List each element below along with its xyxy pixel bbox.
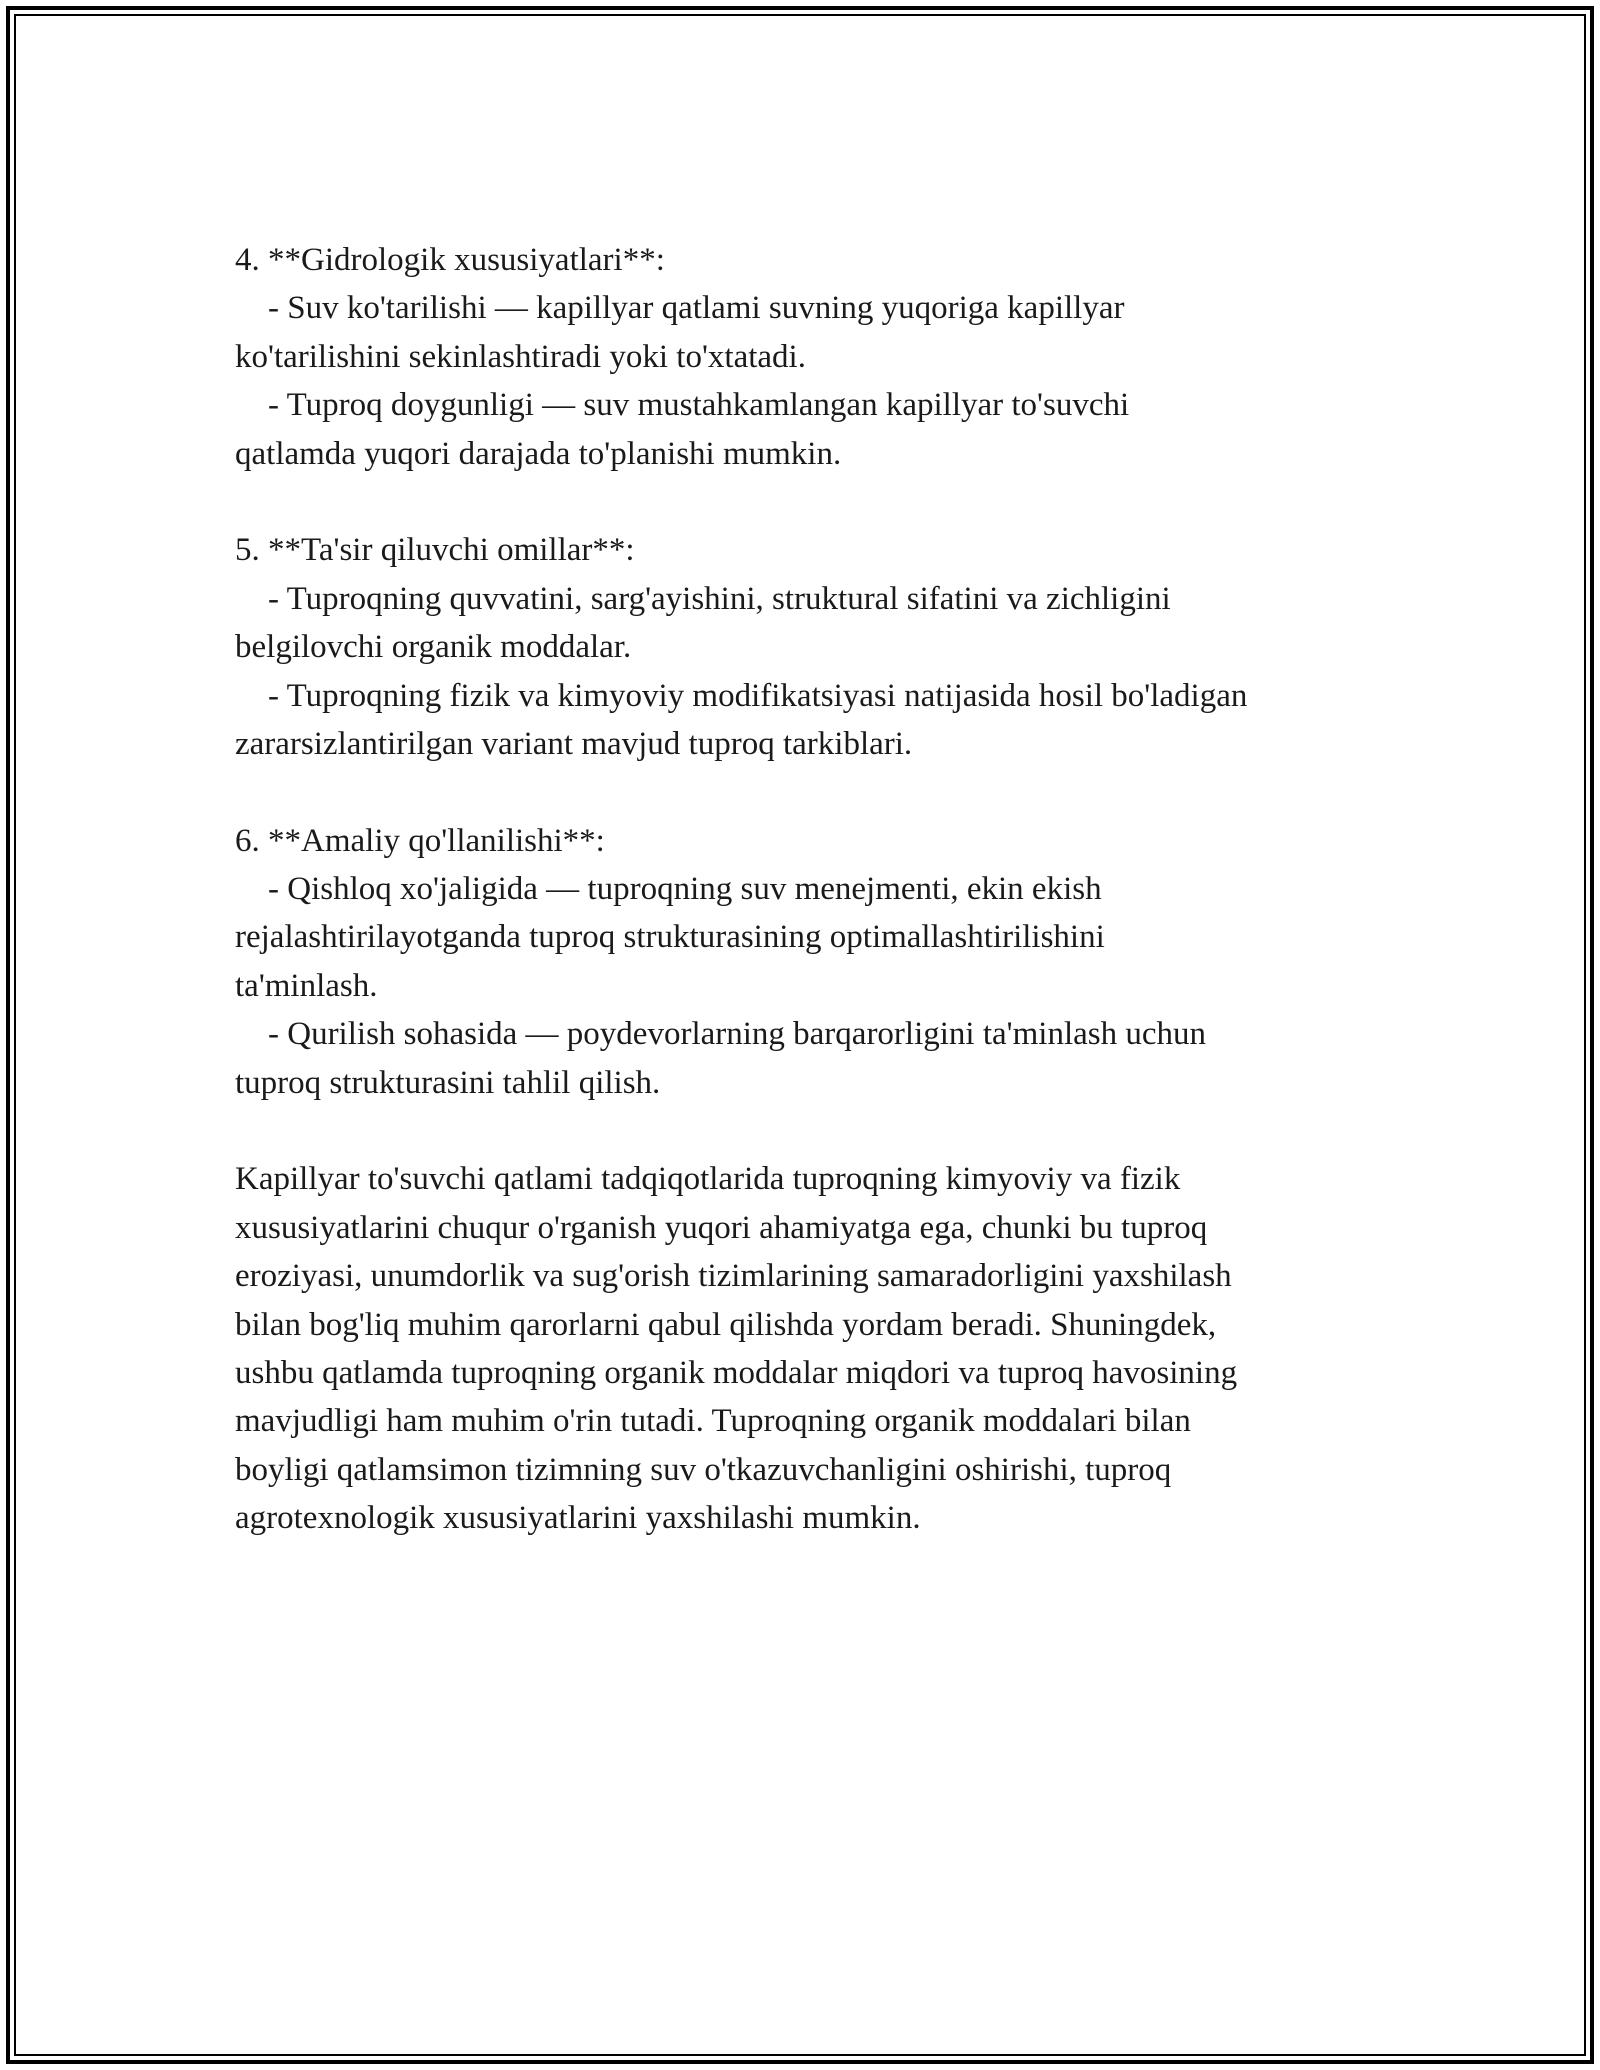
text-line: tuproq strukturasini tahlil qilish. [235,1064,661,1101]
text-line: - Qishloq xo'jaligida — tuproqning suv menejmenti, ekin ekish [235,871,1102,908]
text-line: zararsizlantirilgan variant mavjud tuproq tarkiblari. [235,725,913,762]
blank-line [235,768,1415,816]
paragraph-line: mavjudligi ham muhim o'rin tutadi. Tuproqning organik moddalari bilan [235,1403,1191,1440]
text-line: - Suv ko'tarilishi — kapillyar qatlami suvning yuqoriga kapillyar [235,290,1125,327]
document-body [235,236,1415,1543]
paragraph-line: agrotexnologik xususiyatlarini yaxshilashi mumkin. [235,1500,921,1537]
text-line: - Qurilish sohasida — poydevorlarning barqarorligini ta'minlash uchun [235,1016,1207,1053]
section-5-heading: 5. **Ta'sir qiluvchi omillar**: [235,532,635,569]
paragraph-line: bilan bog'liq muhim qarorlarni qabul qilishda yordam beradi. Shuningdek, [235,1306,1217,1343]
blank-line [235,478,1415,526]
text-line: rejalashtirilayotganda tuproq strukturasining optimallashtirilishini [235,919,1105,956]
paragraph-line: xususiyatlarini chuqur o'rganish yuqori ahamiyatga ega, chunki bu tuproq [235,1209,1208,1246]
text-line: qatlamda yuqori darajada to'planishi mumkin. [235,435,842,472]
section-4-heading: 4. **Gidrologik xususiyatlari**: [235,242,665,278]
text-line: - Tuproqning fizik va kimyoviy modifikatsiyasi natijasida hosil bo'ladigan [235,677,1248,714]
blank-line [235,1107,1415,1155]
text-line: belgilovchi organik moddalar. [235,629,632,666]
text-line: ko'tarilishini sekinlashtiradi yoki to'xtatadi. [235,338,806,375]
section-6-heading: 6. **Amaliy qo'llanilishi**: [235,822,605,859]
text-line: - Tuproq doygunligi — suv mustahkamlangan kapillyar to'suvchi [235,387,1130,424]
text-line: ta'minlash. [235,967,378,1004]
paragraph-line: boyligi qatlamsimon tizimning suv o'tkazuvchanligini oshirishi, tuproq [235,1451,1172,1488]
text-line: - Tuproqning quvvatini, sarg'ayishini, struktural sifatini va zichligini [235,580,1171,617]
paragraph-line: eroziyasi, unumdorlik va sug'orish tizimlarining samaradorligini yaxshilash [235,1258,1232,1295]
paragraph-line: ushbu qatlamda tuproqning organik moddalar miqdori va tuproq havosining [235,1354,1238,1391]
paragraph-line: Kapillyar to'suvchi qatlami tadqiqotlarida tuproqning kimyoviy va fizik [235,1161,1181,1198]
